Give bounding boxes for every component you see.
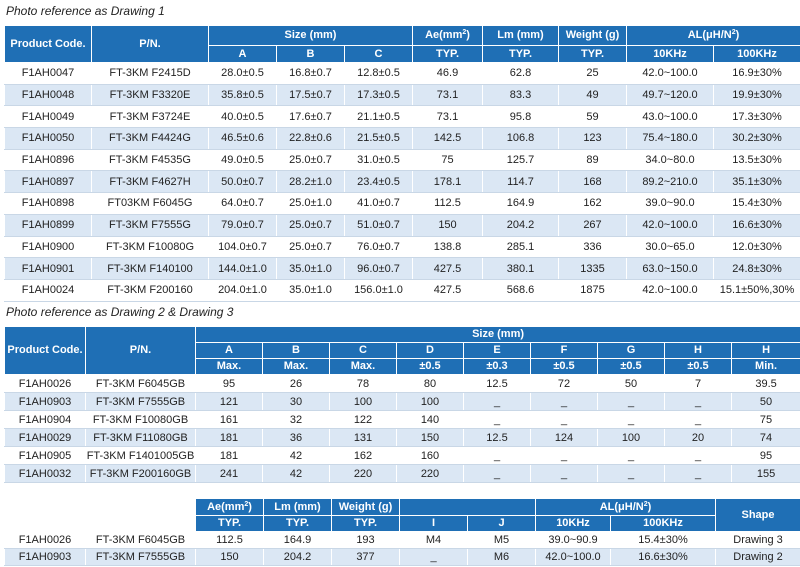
cell-size-c: 31.0±0.5	[345, 149, 413, 171]
cell-ae-typ: 46.9	[413, 63, 483, 85]
header-10khz: 10KHz	[627, 46, 714, 63]
table-row	[5, 149, 800, 171]
cell-size-g: _	[598, 393, 665, 411]
drawing2-3-size-table	[4, 326, 800, 483]
cell-size-a: 50.0±0.7	[209, 171, 277, 193]
cell-al-10khz: 75.4~180.0	[627, 128, 714, 150]
section1-caption: Photo reference as Drawing 1	[6, 4, 165, 18]
cell-size-d: 160	[397, 447, 464, 465]
cell-weight-typ: 49	[559, 84, 627, 106]
cell-i: M4	[400, 532, 468, 549]
cell-size-g: 100	[598, 429, 665, 447]
cell-shape: Drawing 3	[716, 532, 800, 549]
header-weight: Weight (g)	[559, 26, 627, 46]
cell-size-b: 36	[263, 429, 330, 447]
cell-size-a: 144.0±1.0	[209, 258, 277, 280]
header2-letter-6: G	[598, 343, 665, 359]
drawing2-3-table-body	[5, 375, 800, 483]
header2-letter-0: A	[196, 343, 263, 359]
cell-size-c: 100	[330, 393, 397, 411]
table-row	[5, 532, 800, 549]
cell-ae-typ: 150	[196, 549, 264, 566]
cell-size-c: 131	[330, 429, 397, 447]
cell-size-b: 42	[263, 447, 330, 465]
cell-product-code: F1AH0896	[5, 149, 92, 171]
cell-size-b: 26	[263, 375, 330, 393]
cell-size-h: 20	[665, 429, 732, 447]
header3-j: J	[468, 516, 536, 532]
cell-size-b: 32	[263, 411, 330, 429]
header-b: B	[277, 46, 345, 63]
cell-weight-typ: 168	[559, 171, 627, 193]
cell-size-f: 72	[531, 375, 598, 393]
header3-weight-typ: TYP.	[332, 516, 400, 532]
header2-letter-2: C	[330, 343, 397, 359]
cell-weight-typ: 1875	[559, 279, 627, 301]
drawing2-3-property-table	[4, 498, 800, 566]
cell-weight-typ: 123	[559, 128, 627, 150]
cell-lm-typ: 204.2	[483, 214, 559, 236]
cell-weight-typ: 193	[332, 532, 400, 549]
cell-al-10khz: 39.0~90.9	[536, 532, 611, 549]
table-row	[5, 128, 800, 150]
cell-size-c: 220	[330, 465, 397, 483]
cell-size-b: 25.0±1.0	[277, 193, 345, 215]
cell-pn: FT-3KM F140100	[92, 258, 209, 280]
cell-pn: FT03KM F6045G	[92, 193, 209, 215]
cell-size-h-min: 39.5	[732, 375, 800, 393]
cell-product-code: F1AH0024	[5, 279, 92, 301]
cell-size-h-min: 95	[732, 447, 800, 465]
header2-tolerance-2: Max.	[330, 359, 397, 375]
table-row	[5, 63, 800, 85]
table-row	[5, 193, 800, 215]
cell-size-c: 21.5±0.5	[345, 128, 413, 150]
cell-al-100khz: 15.1±50%,30%	[714, 279, 800, 301]
cell-lm-typ: 106.8	[483, 128, 559, 150]
cell-lm-typ: 285.1	[483, 236, 559, 258]
cell-size-a: 28.0±0.5	[209, 63, 277, 85]
cell-size-h: _	[665, 465, 732, 483]
cell-size-g: _	[598, 447, 665, 465]
table-row	[5, 258, 800, 280]
header3-lm: Lm (mm)	[264, 499, 332, 516]
cell-al-100khz: 19.9±30%	[714, 84, 800, 106]
cell-size-h-min: 74	[732, 429, 800, 447]
cell-size-d: 140	[397, 411, 464, 429]
cell-pn: FT-3KM F1401005GB	[86, 447, 196, 465]
cell-al-10khz: 89.2~210.0	[627, 171, 714, 193]
header2-tolerance-4: ±0.3	[464, 359, 531, 375]
cell-size-e: 12.5	[464, 375, 531, 393]
cell-size-c: 51.0±0.7	[345, 214, 413, 236]
cell-weight-typ: 267	[559, 214, 627, 236]
cell-al-100khz: 16.9±30%	[714, 63, 800, 85]
header2-product-code: Product Code.	[5, 327, 86, 375]
header2-tolerance-6: ±0.5	[598, 359, 665, 375]
cell-size-b: 25.0±0.7	[277, 236, 345, 258]
cell-al-10khz: 30.0~65.0	[627, 236, 714, 258]
cell-size-c: 41.0±0.7	[345, 193, 413, 215]
cell-size-b: 16.8±0.7	[277, 63, 345, 85]
cell-product-code: F1AH0904	[5, 411, 86, 429]
section2-caption: Photo reference as Drawing 2 & Drawing 3	[6, 305, 234, 319]
cell-pn: FT-3KM F7555GB	[86, 549, 196, 566]
header2-letter-7: H	[665, 343, 732, 359]
cell-al-100khz: 16.6±30%	[611, 549, 716, 566]
header-100khz: 100KHz	[714, 46, 800, 63]
cell-ae-typ: 73.1	[413, 84, 483, 106]
cell-pn: FT-3KM F4535G	[92, 149, 209, 171]
header2-tolerance-7: ±0.5	[665, 359, 732, 375]
cell-size-a: 79.0±0.7	[209, 214, 277, 236]
cell-size-a: 161	[196, 411, 263, 429]
cell-size-h: _	[665, 447, 732, 465]
cell-lm-typ: 95.8	[483, 106, 559, 128]
cell-product-code: F1AH0026	[5, 532, 86, 549]
cell-al-100khz: 17.3±30%	[714, 106, 800, 128]
cell-size-b: 35.0±1.0	[277, 258, 345, 280]
cell-weight-typ: 25	[559, 63, 627, 85]
cell-lm-typ: 114.7	[483, 171, 559, 193]
table-row	[5, 214, 800, 236]
cell-pn: FT-3KM F11080GB	[86, 429, 196, 447]
header-ae-typ: TYP.	[413, 46, 483, 63]
cell-size-d: 220	[397, 465, 464, 483]
drawing2-3-property-body	[5, 532, 800, 566]
header2-letter-4: E	[464, 343, 531, 359]
cell-size-c: 12.8±0.5	[345, 63, 413, 85]
cell-weight-typ: 89	[559, 149, 627, 171]
cell-size-h-min: 50	[732, 393, 800, 411]
cell-weight-typ: 162	[559, 193, 627, 215]
cell-pn: FT-3KM F6045GB	[86, 375, 196, 393]
cell-al-10khz: 42.0~100.0	[536, 549, 611, 566]
table-row	[5, 549, 800, 566]
header3-i: I	[400, 516, 468, 532]
cell-product-code: F1AH0026	[5, 375, 86, 393]
cell-product-code: F1AH0032	[5, 465, 86, 483]
header3-shape: Shape	[716, 499, 800, 532]
cell-size-c: 76.0±0.7	[345, 236, 413, 258]
header3-al: $AL(\mu H/N^2)$	[536, 499, 716, 516]
cell-pn: FT-3KM F4627H	[92, 171, 209, 193]
cell-lm-typ: 568.6	[483, 279, 559, 301]
cell-ae-typ: 112.5	[196, 532, 264, 549]
cell-pn: FT-3KM F7555GB	[86, 393, 196, 411]
cell-j: M6	[468, 549, 536, 566]
cell-size-a: 46.5±0.6	[209, 128, 277, 150]
cell-al-100khz: 15.4±30%	[714, 193, 800, 215]
cell-al-100khz: 12.0±30%	[714, 236, 800, 258]
header-a: A	[209, 46, 277, 63]
cell-size-b: 17.6±0.7	[277, 106, 345, 128]
table-row	[5, 429, 800, 447]
cell-size-c: 78	[330, 375, 397, 393]
cell-product-code: F1AH0899	[5, 214, 92, 236]
cell-size-a: 95	[196, 375, 263, 393]
cell-ae-typ: 73.1	[413, 106, 483, 128]
cell-product-code: F1AH0898	[5, 193, 92, 215]
cell-size-g: _	[598, 411, 665, 429]
header2-letter-5: F	[531, 343, 598, 359]
cell-weight-typ: 59	[559, 106, 627, 128]
cell-size-d: 100	[397, 393, 464, 411]
cell-al-10khz: 49.7~120.0	[627, 84, 714, 106]
cell-ae-typ: 150	[413, 214, 483, 236]
header-weight-typ: TYP.	[559, 46, 627, 63]
cell-size-c: 23.4±0.5	[345, 171, 413, 193]
table-row	[5, 447, 800, 465]
cell-shape: Drawing 2	[716, 549, 800, 566]
cell-size-a: 49.0±0.5	[209, 149, 277, 171]
header2-tolerance-0: Max.	[196, 359, 263, 375]
cell-size-f: 124	[531, 429, 598, 447]
table-row	[5, 171, 800, 193]
table-row	[5, 411, 800, 429]
cell-pn: FT-3KM F6045GB	[86, 532, 196, 549]
cell-size-g: 50	[598, 375, 665, 393]
cell-al-100khz: 35.1±30%	[714, 171, 800, 193]
cell-al-100khz: 24.8±30%	[714, 258, 800, 280]
cell-size-d: 150	[397, 429, 464, 447]
cell-product-code: F1AH0900	[5, 236, 92, 258]
cell-size-b: 25.0±0.7	[277, 149, 345, 171]
cell-lm-typ: 125.7	[483, 149, 559, 171]
cell-size-e: _	[464, 393, 531, 411]
header3-lm-typ: TYP.	[264, 516, 332, 532]
cell-product-code: F1AH0029	[5, 429, 86, 447]
drawing1-table-body	[5, 63, 800, 302]
header-lm: Lm (mm)	[483, 26, 559, 46]
table-row	[5, 84, 800, 106]
table-row	[5, 106, 800, 128]
cell-size-c: 162	[330, 447, 397, 465]
cell-ae-typ: 138.8	[413, 236, 483, 258]
cell-j: M5	[468, 532, 536, 549]
header3-ae: $Ae(mm^2)$	[196, 499, 264, 516]
header-product-code: Product Code.	[5, 26, 92, 63]
drawing1-spec-table	[4, 25, 800, 302]
header3-ae-typ: TYP.	[196, 516, 264, 532]
cell-size-b: 35.0±1.0	[277, 279, 345, 301]
cell-pn: FT-3KM F2415D	[92, 63, 209, 85]
cell-al-10khz: 39.0~90.0	[627, 193, 714, 215]
cell-size-d: 80	[397, 375, 464, 393]
cell-product-code: F1AH0047	[5, 63, 92, 85]
cell-size-h-min: 75	[732, 411, 800, 429]
cell-size-e: _	[464, 447, 531, 465]
cell-product-code: F1AH0903	[5, 393, 86, 411]
header2-tolerance-3: ±0.5	[397, 359, 464, 375]
header2-letter-8: H	[732, 343, 800, 359]
cell-i: _	[400, 549, 468, 566]
cell-size-c: 17.3±0.5	[345, 84, 413, 106]
cell-ae-typ: 178.1	[413, 171, 483, 193]
cell-size-b: 42	[263, 465, 330, 483]
cell-size-a: 104.0±0.7	[209, 236, 277, 258]
cell-lm-typ: 62.8	[483, 63, 559, 85]
cell-al-100khz: 15.4±30%	[611, 532, 716, 549]
cell-al-10khz: 43.0~100.0	[627, 106, 714, 128]
cell-pn: FT-3KM F10080G	[92, 236, 209, 258]
cell-size-h-min: 155	[732, 465, 800, 483]
cell-size-e: _	[464, 465, 531, 483]
cell-size-a: 241	[196, 465, 263, 483]
table-row	[5, 393, 800, 411]
cell-al-10khz: 63.0~150.0	[627, 258, 714, 280]
cell-size-h: 7	[665, 375, 732, 393]
cell-al-10khz: 42.0~100.0	[627, 279, 714, 301]
header3-weight: Weight (g)	[332, 499, 400, 516]
cell-product-code: F1AH0903	[5, 549, 86, 566]
cell-al-100khz: 30.2±30%	[714, 128, 800, 150]
cell-pn: FT-3KM F10080GB	[86, 411, 196, 429]
cell-lm-typ: 83.3	[483, 84, 559, 106]
cell-size-c: 21.1±0.5	[345, 106, 413, 128]
header2-tolerance-5: ±0.5	[531, 359, 598, 375]
table-row	[5, 236, 800, 258]
cell-product-code: F1AH0897	[5, 171, 92, 193]
table-row	[5, 375, 800, 393]
cell-size-f: _	[531, 393, 598, 411]
header-pn: P/N.	[92, 26, 209, 63]
table-row	[5, 465, 800, 483]
cell-al-100khz: 16.6±30%	[714, 214, 800, 236]
cell-size-a: 40.0±0.5	[209, 106, 277, 128]
cell-pn: FT-3KM F200160GB	[86, 465, 196, 483]
header2-tolerance-8: Min.	[732, 359, 800, 375]
cell-lm-typ: 380.1	[483, 258, 559, 280]
cell-size-a: 181	[196, 447, 263, 465]
cell-size-e: 12.5	[464, 429, 531, 447]
header3-blank-code	[5, 499, 86, 532]
cell-pn: FT-3KM F7555G	[92, 214, 209, 236]
header2-letter-3: D	[397, 343, 464, 359]
cell-pn: FT-3KM F200160	[92, 279, 209, 301]
cell-size-b: 22.8±0.6	[277, 128, 345, 150]
cell-size-a: 181	[196, 429, 263, 447]
cell-size-b: 30	[263, 393, 330, 411]
header-c: C	[345, 46, 413, 63]
cell-size-a: 204.0±1.0	[209, 279, 277, 301]
header-lm-typ: TYP.	[483, 46, 559, 63]
cell-size-b: 25.0±0.7	[277, 214, 345, 236]
cell-size-c: 96.0±0.7	[345, 258, 413, 280]
cell-product-code: F1AH0049	[5, 106, 92, 128]
cell-ae-typ: 112.5	[413, 193, 483, 215]
header2-tolerance-1: Max.	[263, 359, 330, 375]
cell-size-f: _	[531, 411, 598, 429]
cell-size-b: 17.5±0.7	[277, 84, 345, 106]
header3-100khz: 100KHz	[611, 516, 716, 532]
header-ae: $Ae(mm^2)$	[413, 26, 483, 46]
header2-letter-1: B	[263, 343, 330, 359]
cell-size-f: _	[531, 465, 598, 483]
cell-size-a: 121	[196, 393, 263, 411]
header-al: $AL(\mu H/N^2)$	[627, 26, 800, 46]
cell-al-10khz: 34.0~80.0	[627, 149, 714, 171]
cell-weight-typ: 377	[332, 549, 400, 566]
cell-product-code: F1AH0048	[5, 84, 92, 106]
cell-ae-typ: 427.5	[413, 279, 483, 301]
header2-pn: P/N.	[86, 327, 196, 375]
cell-product-code: F1AH0050	[5, 128, 92, 150]
table-row	[5, 279, 800, 301]
cell-lm-typ: 164.9	[483, 193, 559, 215]
cell-size-e: _	[464, 411, 531, 429]
cell-size-c: 122	[330, 411, 397, 429]
cell-product-code: F1AH0901	[5, 258, 92, 280]
cell-size-a: 35.8±0.5	[209, 84, 277, 106]
header3-10khz: 10KHz	[536, 516, 611, 532]
cell-size-h: _	[665, 411, 732, 429]
cell-lm-typ: 164.9	[264, 532, 332, 549]
cell-pn: FT-3KM F3724E	[92, 106, 209, 128]
header3-ij-group	[400, 499, 536, 516]
header-size: Size (mm)	[209, 26, 413, 46]
cell-size-g: _	[598, 465, 665, 483]
cell-al-100khz: 13.5±30%	[714, 149, 800, 171]
cell-ae-typ: 75	[413, 149, 483, 171]
cell-weight-typ: 1335	[559, 258, 627, 280]
cell-al-10khz: 42.0~100.0	[627, 63, 714, 85]
cell-ae-typ: 427.5	[413, 258, 483, 280]
cell-size-f: _	[531, 447, 598, 465]
cell-al-10khz: 42.0~100.0	[627, 214, 714, 236]
cell-weight-typ: 336	[559, 236, 627, 258]
cell-ae-typ: 142.5	[413, 128, 483, 150]
cell-size-a: 64.0±0.7	[209, 193, 277, 215]
cell-pn: FT-3KM F3320E	[92, 84, 209, 106]
cell-size-c: 156.0±1.0	[345, 279, 413, 301]
header3-blank-pn	[86, 499, 196, 532]
cell-size-h: _	[665, 393, 732, 411]
cell-pn: FT-3KM F4424G	[92, 128, 209, 150]
cell-size-b: 28.2±1.0	[277, 171, 345, 193]
header2-size: Size (mm)	[196, 327, 800, 343]
cell-lm-typ: 204.2	[264, 549, 332, 566]
cell-product-code: F1AH0905	[5, 447, 86, 465]
